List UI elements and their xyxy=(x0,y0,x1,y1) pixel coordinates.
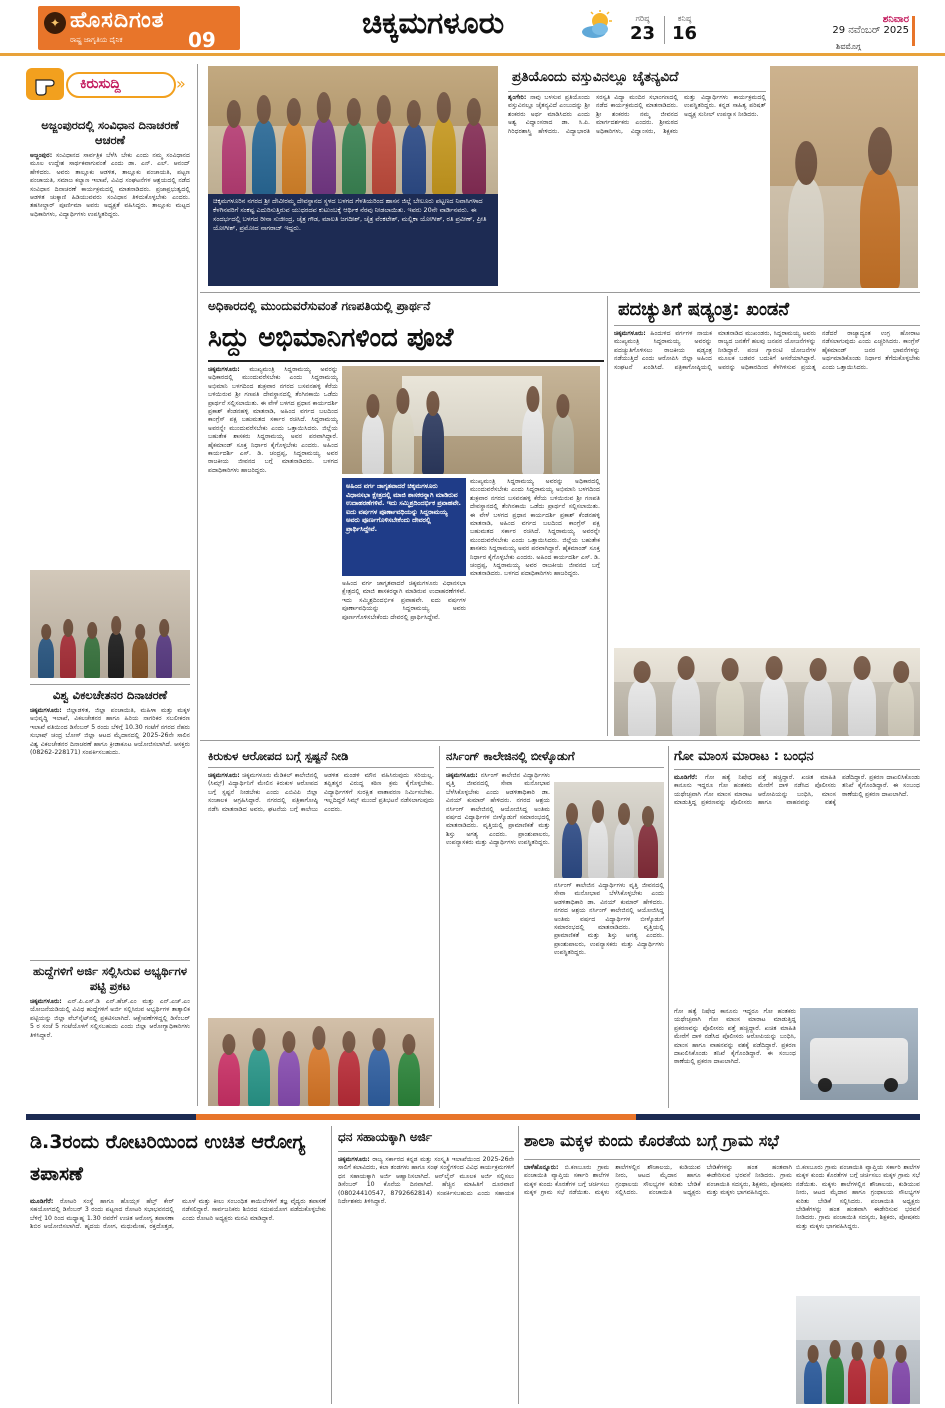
column-divider xyxy=(197,64,198,1106)
lead-paragraph: ಮುಖ್ಯಮಂತ್ರಿ ಸಿದ್ದರಾಮಯ್ಯ ಅವರನ್ನು ಅಧಿಕಾರದಲ್ಲಿ ಮುಂದುವರೆಸಬೇಕು ಎಂದು ಸಿದ್ದರಾಮಯ್ಯ ಅಭಿಮಾನಿ ಬಳಗದಿಂದ ಶುಕ್ರವಾರ ನಗರದ ಬಸವನಹಳ್ಳಿ ಕೆರೆಯ ಬಳಿಯಿರುವ ಶ್ರೀ ಗಣಪತಿ ದೇವಸ್ಥಾನದಲ್ಲಿ ತೆಂಗಿನಕಾಯಿ ಒಡೆದು ಪ್ರಾರ್ಥನೆ ಸಲ್ಲಿಸಲಾಯಿತು. ಈ ವೇಳೆ ಬಳಗದ ಪ್ರಧಾನ ಕಾರ್ಯದರ್ಶಿ ಪ್ರಕಾಶ್ ಕೆಂಡನಹಳ್ಳಿ ಮಾತನಾಡಿ, ಅಹಿಂದ ವರ್ಗದ ಬಲದಿಂದ ಕಾಂಗ್ರೆಸ್ ಪಕ್ಷ ಬಹುಮತದ ಸರ್ಕಾರ ರಚಿಸಿದೆ. ಸಿದ್ದರಾಮಯ್ಯ ಅವರನ್ನೇ ಮುಂದುವರೆಸಬೇಕು ಎಂದು ಒತ್ತಾಯಿಸಿದರು. ಜಿಲ್ಲೆಯ ಬಹುತೇಕ ಶಾಸಕರು ಸಿದ್ದರಾಮಯ್ಯ ಅವರ ಪರವಾಗಿದ್ದಾರೆ. ಹೈಕಮಾಂಡ್ ಸೂಕ್ತ ನಿರ್ಧಾರ ಕೈಗೊಳ್ಳಬೇಕು ಎಂದರು. ಅಹಿಂದ ಕಾರ್ಯದರ್ಶಿ ಎಸ್. ಡಿ. ಚಂದ್ರಪ್ಪ, ಸಿದ್ದರಾಮಯ್ಯ ಅವರ ರಾಜಕೀಯ ಜೀವನದ ಬಗ್ಗೆ ಮಾತನಾಡಿದರು. ಬಳಗದ ಪದಾಧಿಕಾರಿಗಳು ಹಾಜರಿದ್ದರು. xyxy=(208,366,338,474)
section-bar-orange xyxy=(196,1114,636,1120)
school-photo xyxy=(796,1296,920,1404)
column-divider xyxy=(331,1126,332,1404)
nursing-text xyxy=(446,772,550,848)
beef-header xyxy=(674,746,920,770)
nursing-headline: ನರ್ಸಿಂಗ್ ಕಾಲೇಜಿನಲ್ಲಿ ಬೀಳ್ಕೊಡುಗೆ xyxy=(446,749,575,763)
lead-kicker-block xyxy=(208,296,604,318)
beef-dateline: ಮೂಡಿಗೆರೆ: xyxy=(674,774,698,781)
chevron-right-icon: » xyxy=(176,74,186,93)
beef-body-continued xyxy=(674,1008,796,1106)
nursing-header xyxy=(446,746,664,768)
school-body xyxy=(524,1164,792,1404)
brief-1-body xyxy=(30,152,190,219)
clarify-headline: ಕಿರುಕುಳ ಆರೋಪದ ಬಗ್ಗೆ ಸ್ಪಷ್ಟನೆ ನೀಡಿ xyxy=(208,749,349,763)
life-story-photo xyxy=(770,66,918,288)
aid-dateline: ಚಿಕ್ಕಮಗಳೂರು: xyxy=(338,1156,370,1163)
beef-headline: ಗೋ ಮಾಂಸ ಮಾರಾಟ : ಬಂಧನ xyxy=(674,749,814,764)
lead-headline: ಸಿದ್ದು ಅಭಿಮಾನಿಗಳಿಂದ ಪೂಜೆ xyxy=(208,323,454,353)
clarify-text xyxy=(208,772,434,814)
column-divider xyxy=(439,746,440,1108)
max-temp-label: ಗರಿಷ್ಠ xyxy=(635,14,650,23)
lead-quote: ಅಹಿಂದ ವರ್ಗ ಜಾಗೃತವಾದರೆ ಚಿಕ್ಕಮಗಳೂರು ವಿಧಾನಸಭಾ ಕ್ಷೇತ್ರದಲ್ಲಿ ಮಾಜಿ ಶಾಸಕರನ್ನಾಗಿ ಮಾಡಿರುವ ಉದಾಹರಣೆಗಳಿವೆ. ಇದು ಸಮ್ಮಿಶ್ರದಿಂದರ್ಭಿಕ ಪ್ರವಾಹವೇ. ಐದು ವರ್ಷಗಳ ಪೂರ್ಣಾವಧಿಯನ್ನು ಸಿದ್ದರಾಮಯ್ಯ ಅವರು ಪೂರ್ಣಗೊಳಿಸಬೇಕೆಂದು ದೇವರಲ್ಲಿ ಪ್ರಾರ್ಥಿಸಿದ್ದೇವೆ. xyxy=(346,482,461,533)
lead-dateline: ಚಿಕ್ಕಮಗಳೂರು: xyxy=(208,366,240,373)
min-temp-label: ಕನಿಷ್ಠ xyxy=(677,14,692,23)
min-temp-value: 16 xyxy=(672,23,698,44)
column-divider xyxy=(607,296,608,736)
lead-quote-box xyxy=(342,478,466,576)
clarify-photo xyxy=(208,1018,434,1106)
brief-1-photo xyxy=(30,570,190,678)
brand-logo-box xyxy=(38,6,240,50)
donation-group-photo xyxy=(208,66,498,194)
beef-text xyxy=(674,774,920,808)
brand-name: ಹೊಸದಿಗಂತ xyxy=(70,8,165,33)
nursing-body-col1 xyxy=(446,772,550,1106)
nursing-dateline: ಚಿಕ್ಕಮಗಳೂರು: xyxy=(446,772,478,779)
aid-text xyxy=(338,1156,514,1206)
brief-badge xyxy=(26,66,191,102)
conspiracy-header xyxy=(614,296,920,326)
photo-caption: ಚಿಕ್ಕಮಗಳೂರಿನ ನಗರದ ಶ್ರೀ ದೇವೀರಮ್ಮ ದೇವಸ್ಥಾನದ ಸ್ಥಳದ ಬಳಗದ ಗೆಳತಿಯರಿಂದ ಹಾಸನ ಜಿಲ್ಲೆ ಬೇಲೂರು ಪಟ್ಟಣದ ನಿವಾಸಿಗಳಾದ ಕೆಳಗಿನವರಿಗೆ ಸಂಕಷ್ಟ ಎದುರಿಸುತ್ತಿರುವ ಯುಧರದವ ಕುಟುಂಬಕ್ಕೆ ಆರ್ಥಿಕ ನೆರವು ನೀಡಲಾಯಿತು. ಇವರು 20ನೇ ವಾರ್ಡಿನವರು. ಈ ಸಂದರ್ಭದಲ್ಲಿ ಬಳಗದ ರೀನಾ ಸುಜೀಂದ್ರ, ಚೈತ್ರ ಗೌಡ, ಮಾಲತಿ ಜಗದೀಶ್, ಚೈತ್ರ ವೆಂಕಟೇಶ್, ಮಲ್ಲಿಕಾ ಯೋಗೀಶ್, ರತಿ ಪ್ರವೀಣ್, ಪ್ರೀತಿ ಯೋಗೀಶ್, ಪ್ರಮೋದ ನಾಗರಾಜ್ ಇದ್ದರು. xyxy=(208,194,498,286)
brief-2-body xyxy=(30,707,190,757)
health-body xyxy=(30,1198,326,1404)
brief-2-headline: ವಿಶ್ವ ವಿಕಲಚೇತನರ ದಿನಾಚರಣೆ xyxy=(52,688,168,702)
column-divider xyxy=(518,1126,519,1404)
conspiracy-headline: ಪದಚ್ಯುತಿಗೆ ಷಡ್ಯಂತ್ರ: ಖಂಡನೆ xyxy=(618,299,790,320)
beef-photo xyxy=(800,1008,918,1100)
brief-1-text: ಸಂವಿಧಾನದ ಸಾರ್ವತ್ರಿಕ ಬೆಳೆಸಿ ಬೇಕು ಎಂದು ನಮ್ಮ ಸಂವಿಧಾನದ ಮೂಲ ಉದ್ದೇಶ ಸಾರ್ಥಕವಾಗುವಂತೆ ಎಂದು ಡಾ. ಎನ್. ಎಲ್. ಆನಂದ್ ಹೇಳಿದರು. ಅವರು ತಾಲ್ಲೂಕು ಆಡಳಿತ, ತಾಲ್ಲೂಕು ಪಂಚಾಯತಿ, ಪಟ್ಟಣ ಪಂಚಾಯತಿ, ಸಮಾಜ ಕಲ್ಯಾಣ ಇಲಾಖೆ, ವಿವಿಧ ಸಂಘಟನೆಗಳ ಆಶ್ರಯದಲ್ಲಿ ನಡೆದ ಸಂವಿಧಾನ ದಿನಾಚರಣೆ ಕಾರ್ಯಕ್ರಮದಲ್ಲಿ ಮಾತನಾಡಿದರು. ಪ್ರಜಾಪ್ರಭುತ್ವದಲ್ಲಿ ಆಡಳಿತ ಚುಕ್ಕಾಣಿ ಹಿಡಿಯುವವರು ಸಂವಿಧಾನ ತಿಳಿದುಕೊಳ್ಳಬೇಕು ಎಂದರು. ತಹಸೀಲ್ದಾರ್ ಪೂರ್ಣಿಮಾ ಅವರು ಅಧ್ಯಕ್ಷತೆ ವಹಿಸಿದ್ದರು. ತಾಲ್ಲೂಕು ಮಟ್ಟದ ಅಧಿಕಾರಿಗಳು, ವಿದ್ಯಾರ್ಥಿಗಳು ಉಪಸ್ಥಿತರಿದ್ದರು. xyxy=(30,152,190,218)
section-bar-navy xyxy=(26,1114,196,1120)
temp-divider xyxy=(664,16,665,44)
max-temp-block xyxy=(630,14,655,44)
clarify-paragraph: ಚಿಕ್ಕಮಗಳೂರು ಮೆಡಿಕಲ್ ಕಾಲೇಜಿನಲ್ಲಿ (ಸಿಮ್ಸ್) ವಿದ್ಯಾರ್ಥಿನಿಗೆ ಮೇಲಿನ ಕಿರುಕುಳ ಆರೋಪದ ಬಗ್ಗೆ ಸ್ಪಷ್ಟನೆ ನೀಡಬೇಕು ಎಂದು ಎಬಿವಿಪಿ ಜಿಲ್ಲಾ ಸಂಚಾಲಕ ಆಗ್ರಹಿಸಿದ್ದಾರೆ. ನಗರದಲ್ಲಿ ಪತ್ರಿಕಾಗೋಷ್ಠಿ ನಡೆಸಿ ಮಾತನಾಡಿದ ಅವರು, ಘಟನೆಯ ಬಗ್ಗೆ ಕಾಲೇಜು ಆಡಳಿತ ಮಂಡಳಿ ಮೌನ ವಹಿಸಿರುವುದು ಸರಿಯಲ್ಲ. ತಪ್ಪಿತಸ್ಥರ ವಿರುದ್ಧ ಕಠಿಣ ಕ್ರಮ ಕೈಗೊಳ್ಳಬೇಕು. ವಿದ್ಯಾರ್ಥಿಗಳಿಗೆ ಸುರಕ್ಷಿತ ವಾತಾವರಣ ನಿರ್ಮಿಸಬೇಕು. ಇಲ್ಲದಿದ್ದರೆ ಸಿಮ್ಸ್ ಮುಂದೆ ಪ್ರತಿಭಟನೆ ನಡೆಸಲಾಗುವುದು ಎಂದರು. xyxy=(208,772,434,813)
brief-3-body xyxy=(30,998,190,1040)
nursing-paragraph: ನರ್ಸಿಂಗ್ ಕಾಲೇಜಿನ ವಿದ್ಯಾರ್ಥಿಗಳು ವೃತ್ತಿ ಜೀವನದಲ್ಲಿ ಸೇವಾ ಮನೋಭಾವ ಬೆಳೆಸಿಕೊಳ್ಳಬೇಕು ಎಂದು ಆಡಳಿತಾಧಿಕಾರಿ ಡಾ. ವಿನಯ್ ಕುಮಾರ್ ಹೇಳಿದರು. ನಗರದ ಆಶ್ರಯ ನರ್ಸಿಂಗ್ ಕಾಲೇಜಿನಲ್ಲಿ ಆಯೋಜಿಸಿದ್ದ ಅಂತಿಮ ವರ್ಷದ ವಿದ್ಯಾರ್ಥಿಗಳ ಬೀಳ್ಕೊಡುಗೆ ಸಮಾರಂಭದಲ್ಲಿ ಮಾತನಾಡಿದರು. ವೃತ್ತಿಯಲ್ಲಿ ಪ್ರಾಮಾಣಿಕತೆ ಮತ್ತು ಶಿಸ್ತು ಅಗತ್ಯ ಎಂದರು. ಪ್ರಾಂಶುಪಾಲರು, ಉಪನ್ಯಾಸಕರು ಮತ್ತು ವಿದ್ಯಾರ್ಥಿಗಳು ಉಪಸ್ಥಿತರಿದ್ದರು. xyxy=(446,772,550,847)
nursing-photo xyxy=(554,782,664,878)
beef-text-continued: ಗೋ ಹತ್ಯೆ ನಿಷೇಧ ಕಾನೂನು ಇದ್ದರೂ ಗೋ ಹಂತಕರು ಯಥೇಚ್ಛವಾಗಿ ಗೋ ಮಾಂಸ ಮಾರಾಟ ಮಾಡುತ್ತಿದ್ದ ಪ್ರಕರಣವನ್ನು ಪೊಲೀಸರು ಪತ್ತೆ ಹಚ್ಚಿದ್ದಾರೆ. ಖಚಿತ ಮಾಹಿತಿ ಮೇರೆಗೆ ದಾಳಿ ನಡೆಸಿದ ಪೊಲೀಸರು ಆರೋಪಿಯನ್ನು ಬಂಧಿಸಿ, ಮಾಂಸ ಹಾಗೂ ವಾಹನವನ್ನು ವಶಕ್ಕೆ ಪಡೆದಿದ್ದಾರೆ. ಪ್ರಕರಣ ದಾಖಲಿಸಿಕೊಂಡು ತನಿಖೆ ಕೈಗೊಂಡಿದ್ದಾರೆ. ಈ ಸಂಬಂಧ ಠಾಣೆಯಲ್ಲಿ ಪ್ರಕರಣ ದಾಖಲಾಗಿದೆ. xyxy=(674,1008,796,1066)
page-number: 09 xyxy=(188,28,216,52)
brief-badge-label: ಕಿರುಸುದ್ದಿ xyxy=(80,76,121,92)
aid-body xyxy=(338,1156,514,1404)
brand-tagline: ರಾಷ್ಟ್ರ ಜಾಗೃತಿಯ ದೈನಿಕ xyxy=(70,36,123,44)
lead-body-col2 xyxy=(342,580,466,734)
clarify-body xyxy=(208,772,434,1014)
lead-body-col1 xyxy=(208,366,338,734)
brief-story-3 xyxy=(30,964,190,1106)
lead-text-2: ಅಹಿಂದ ವರ್ಗ ಜಾಗೃತವಾದರೆ ಚಿಕ್ಕಮಗಳೂರು ವಿಧಾನಸಭಾ ಕ್ಷೇತ್ರದಲ್ಲಿ ಮಾಜಿ ಶಾಸಕರನ್ನಾಗಿ ಮಾಡಿರುವ ಉದಾಹರಣೆಗಳಿವೆ. ಇದು ಸಮ್ಮಿಶ್ರದಿಂದರ್ಭಿಕ ಪ್ರವಾಹವೇ. ಐದು ವರ್ಷಗಳ ಪೂರ್ಣಾವಧಿಯನ್ನು ಸಿದ್ದರಾಮಯ್ಯ ಅವರು ಪೂರ್ಣಗೊಳಿಸಬೇಕೆಂದು ದೇವರಲ್ಲಿ ಪ್ರಾರ್ಥಿಸಿದ್ದೇವೆ. xyxy=(342,580,466,621)
brief-3-text: ಎನ್.ಪಿ.ಎಸ್.ಡಿ ಎನ್.ಹೆಚ್.ಎಂ ಮತ್ತು ಎನ್.ಎಚ್.ಎಂ ಯೋಜನೆಯಡಿಯಲ್ಲಿ ವಿವಿಧ ಹುದ್ದೆಗಳಿಗೆ ಅರ್ಜಿ ಸಲ್ಲಿಸಿರುವ ಅಭ್ಯರ್ಥಿಗಳ ತಾತ್ಕಾಲಿಕ ಪಟ್ಟಿಯನ್ನು ಜಿಲ್ಲಾ ವೆಬ್‌ಸೈಟ್‌ನಲ್ಲಿ ಪ್ರಕಟಿಸಲಾಗಿದೆ. ಆಕ್ಷೇಪಣೆಗಳಿದ್ದಲ್ಲಿ ಡಿಸೆಂಬರ್ 5 ರ ಸಂಜೆ 5 ಗಂಟೆಯೊಳಗೆ ಸಲ್ಲಿಸಬಹುದು ಎಂದು ಜಿಲ್ಲಾ ಆರೋಗ್ಯಾಧಿಕಾರಿಗಳು ತಿಳಿಸಿದ್ದಾರೆ. xyxy=(30,998,190,1039)
nursing-body-col2 xyxy=(554,882,664,1106)
brief-1-headline: ಅಜ್ಜಂಪುರದಲ್ಲಿ ಸಂವಿಧಾನ ದಿನಾಚರಣೆ ಆಚರಣೆ xyxy=(41,118,179,147)
divider xyxy=(200,740,920,741)
page-title: ಚಿಕ್ಕಮಗಳೂರು xyxy=(362,6,505,41)
clarify-dateline: ಚಿಕ್ಕಮಗಳೂರು: xyxy=(208,772,240,779)
school-text-continued: ಬಿ.ಕಣಬೂರು ಗ್ರಾಮ ಪಂಚಾಯಿತಿ ವ್ಯಾಪ್ತಿಯ ಸರ್ಕಾರಿ ಶಾಲೆಗಳ ಮಕ್ಕಳ ಕುಂದು ಕೊರತೆಗಳ ಬಗ್ಗೆ ಚರ್ಚಿಸಲು ಮಕ್ಕಳ ಗ್ರಾಮ ಸಭೆ ನಡೆಯಿತು. ಮಕ್ಕಳು ಶಾಲೆಗಳಲ್ಲಿನ ಶೌಚಾಲಯ, ಕುಡಿಯುವ ನೀರು, ಆಟದ ಮೈದಾನ ಹಾಗೂ ಗ್ರಂಥಾಲಯ ಸೌಲಭ್ಯಗಳ ಕುರಿತು ಬೇಡಿಕೆ ಸಲ್ಲಿಸಿದರು. ಪಂಚಾಯಿತಿ ಅಧ್ಯಕ್ಷರು ಬೇಡಿಕೆಗಳನ್ನು ಹಂತ ಹಂತವಾಗಿ ಈಡೇರಿಸುವ ಭರವಸೆ ನೀಡಿದರು. ಗ್ರಾಮ ಪಂಚಾಯಿತಿ ಸದಸ್ಯರು, ಶಿಕ್ಷಕರು, ಪೋಷಕರು ಮತ್ತು ಮಕ್ಕಳು ಭಾಗವಹಿಸಿದ್ದರು. xyxy=(796,1164,920,1230)
divider xyxy=(30,960,190,961)
school-headline: ಶಾಲಾ ಮಕ್ಕಳ ಕುಂದು ಕೊರತೆಯ ಬಗ್ಗೆ ಗ್ರಾಮ ಸಭೆ xyxy=(524,1131,779,1150)
brand-emblem-icon: ✦ xyxy=(44,12,66,34)
health-header xyxy=(30,1126,326,1196)
lead-text-continued: ಮುಖ್ಯಮಂತ್ರಿ ಸಿದ್ದರಾಮಯ್ಯ ಅವರನ್ನು ಅಧಿಕಾರದಲ್ಲಿ ಮುಂದುವರೆಸಬೇಕು ಎಂದು ಸಿದ್ದರಾಮಯ್ಯ ಅಭಿಮಾನಿ ಬಳಗದಿಂದ ಶುಕ್ರವಾರ ನಗರದ ಬಸವನಹಳ್ಳಿ ಕೆರೆಯ ಬಳಿಯಿರುವ ಶ್ರೀ ಗಣಪತಿ ದೇವಸ್ಥಾನದಲ್ಲಿ ತೆಂಗಿನಕಾಯಿ ಒಡೆದು ಪ್ರಾರ್ಥನೆ ಸಲ್ಲಿಸಲಾಯಿತು. ಈ ವೇಳೆ ಬಳಗದ ಪ್ರಧಾನ ಕಾರ್ಯದರ್ಶಿ ಪ್ರಕಾಶ್ ಕೆಂಡನಹಳ್ಳಿ ಮಾತನಾಡಿ, ಅಹಿಂದ ವರ್ಗದ ಬಲದಿಂದ ಕಾಂಗ್ರೆಸ್ ಪಕ್ಷ ಬಹುಮತದ ಸರ್ಕಾರ ರಚಿಸಿದೆ. ಸಿದ್ದರಾಮಯ್ಯ ಅವರನ್ನೇ ಮುಂದುವರೆಸಬೇಕು ಎಂದು ಒತ್ತಾಯಿಸಿದರು. ಜಿಲ್ಲೆಯ ಬಹುತೇಕ ಶಾಸಕರು ಸಿದ್ದರಾಮಯ್ಯ ಅವರ ಪರವಾಗಿದ್ದಾರೆ. ಹೈಕಮಾಂಡ್ ಸೂಕ್ತ ನಿರ್ಧಾರ ಕೈಗೊಳ್ಳಬೇಕು ಎಂದರು. ಅಹಿಂದ ಕಾರ್ಯದರ್ಶಿ ಎಸ್. ಡಿ. ಚಂದ್ರಪ್ಪ, ಸಿದ್ದರಾಮಯ್ಯ ಅವರ ರಾಜಕೀಯ ಜೀವನದ ಬಗ್ಗೆ ಮಾತನಾಡಿದರು. ಬಳಗದ ಪದಾಧಿಕಾರಿಗಳು ಹಾಜರಿದ್ದರು. xyxy=(470,478,600,578)
clarify-header xyxy=(208,746,434,768)
life-story-header xyxy=(508,66,766,92)
lead-kicker: ಅಧಿಕಾರದಲ್ಲಿ ಮುಂದುವರೆಸುವಂತೆ ಗಣಪತಿಯಲ್ಲಿ ಪ್ರಾರ್ಥನೆ xyxy=(208,299,431,313)
brief-3-dateline: ಚಿಕ್ಕಮಗಳೂರು: xyxy=(30,998,62,1005)
school-header xyxy=(524,1126,920,1160)
masthead xyxy=(0,0,945,56)
aid-paragraph: ರಾಜ್ಯ ಸರ್ಕಾರದ ಕನ್ನಡ ಮತ್ತು ಸಂಸ್ಕೃತಿ ಇಲಾಖೆಯಿಂದ 2025-26ನೇ ಸಾಲಿಗೆ ಕಲಾವಿದರು, ಕಲಾ ತಂಡಗಳು ಹಾಗೂ ಸಂಘ ಸಂಸ್ಥೆಗಳಿಂದ ವಿವಿಧ ಕಾರ್ಯಕ್ರಮಗಳಿಗೆ ಧನ ಸಹಾಯಕ್ಕಾಗಿ ಅರ್ಜಿ ಆಹ್ವಾನಿಸಲಾಗಿದೆ. ಆನ್‌ಲೈನ್ ಮೂಲಕ ಅರ್ಜಿ ಸಲ್ಲಿಸಲು ಡಿಸೆಂಬರ್ 10 ಕೊನೆಯ ದಿನವಾಗಿದೆ. ಹೆಚ್ಚಿನ ಮಾಹಿತಿಗೆ ದೂರವಾಣಿ (08024410547, 8792662814) ಸಂಪರ್ಕಿಸಬಹುದು ಎಂದು ಸಹಾಯಕ ನಿರ್ದೇಶಕರು ತಿಳಿಸಿದ್ದಾರೆ. xyxy=(338,1156,514,1206)
column-divider xyxy=(668,746,669,1108)
edition-name: ಶಿವಮೊಗ್ಗ xyxy=(836,42,861,51)
school-dateline: ಬಾಳೆಹೊನ್ನೂರು: xyxy=(524,1164,559,1171)
health-paragraph: ರೋಟರಿ ಸಂಸ್ಥೆ ಹಾಗೂ ಹೊಯ್ಸಳ ಹೆಲ್ತ್ ಕೇರ್ ಸಹಯೋಗದಲ್ಲಿ ಡಿಸೆಂಬರ್ 3 ರಂದು ಪಟ್ಟಣದ ರೋಟರಿ ಸಭಾಭವನದಲ್ಲಿ ಬೆಳಿಗ್ಗೆ 10 ರಿಂದ ಮಧ್ಯಾಹ್ನ 1.30 ರವರೆಗೆ ಉಚಿತ ಆರೋಗ್ಯ ತಪಾಸಣಾ ಶಿಬಿರ ಆಯೋಜಿಸಲಾಗಿದೆ. ಹೃದಯ ರೋಗ, ಮಧುಮೇಹ, ರಕ್ತದೊತ್ತಡ, ಮೂಳೆ ಮತ್ತು ಕೀಲು ಸಂಬಂಧಿತ ಕಾಯಿಲೆಗಳಿಗೆ ತಜ್ಞ ವೈದ್ಯರು ತಪಾಸಣೆ ನಡೆಸಲಿದ್ದಾರೆ. ಸಾರ್ವಜನಿಕರು ಶಿಬಿರದ ಸದುಪಯೋಗ ಪಡೆದುಕೊಳ್ಳಬೇಕು ಎಂದು ರೋಟರಿ ಅಧ್ಯಕ್ಷರು ಮನವಿ ಮಾಡಿದ್ದಾರೆ. xyxy=(30,1198,326,1231)
brief-2-dateline: ಚಿಕ್ಕಮಗಳೂರು: xyxy=(30,707,62,714)
life-story-headline: ಪ್ರತಿಯೊಂದು ವಸ್ತುವಿನಲ್ಲೂ ಚೈತನ್ಯವಿದೆ xyxy=(512,69,679,85)
lead-body-col3 xyxy=(470,478,600,734)
weekday: ಶನಿವಾರ xyxy=(882,14,909,25)
conspiracy-body xyxy=(614,330,920,646)
brief-1-dateline: ಅಜ್ಜಂಪುರ: xyxy=(30,152,53,159)
health-text xyxy=(30,1198,326,1232)
life-story-dateline: ಶೃಂಗೇರಿ: xyxy=(508,94,527,101)
school-paragraph: ಬಿ.ಕಣಬೂರು ಗ್ರಾಮ ಪಂಚಾಯಿತಿ ವ್ಯಾಪ್ತಿಯ ಸರ್ಕಾರಿ ಶಾಲೆಗಳ ಮಕ್ಕಳ ಕುಂದು ಕೊರತೆಗಳ ಬಗ್ಗೆ ಚರ್ಚಿಸಲು ಮಕ್ಕಳ ಗ್ರಾಮ ಸಭೆ ನಡೆಯಿತು. ಮಕ್ಕಳು ಶಾಲೆಗಳಲ್ಲಿನ ಶೌಚಾಲಯ, ಕುಡಿಯುವ ನೀರು, ಆಟದ ಮೈದಾನ ಹಾಗೂ ಗ್ರಂಥಾಲಯ ಸೌಲಭ್ಯಗಳ ಕುರಿತು ಬೇಡಿಕೆ ಸಲ್ಲಿಸಿದರು. ಪಂಚಾಯಿತಿ ಅಧ್ಯಕ್ಷರು ಬೇಡಿಕೆಗಳನ್ನು ಹಂತ ಹಂತವಾಗಿ ಈಡೇರಿಸುವ ಭರವಸೆ ನೀಡಿದರು. ಗ್ರಾಮ ಪಂಚಾಯಿತಿ ಸದಸ್ಯರು, ಶಿಕ್ಷಕರು, ಪೋಷಕರು ಮತ್ತು ಮಕ್ಕಳು ಭಾಗವಹಿಸಿದ್ದರು. xyxy=(524,1164,792,1197)
issue-date: 29 ನವೆಂಬರ್ 2025 xyxy=(832,25,909,36)
lead-photo xyxy=(342,366,600,474)
section-bar-navy xyxy=(636,1114,920,1120)
masthead-accent-bar xyxy=(912,16,915,46)
beef-paragraph: ಗೋ ಹತ್ಯೆ ನಿಷೇಧ ಕಾನೂನು ಇದ್ದರೂ ಗೋ ಹಂತಕರು ಯಥೇಚ್ಛವಾಗಿ ಗೋ ಮಾಂಸ ಮಾರಾಟ ಮಾಡುತ್ತಿದ್ದ ಪ್ರಕರಣವನ್ನು ಪೊಲೀಸರು ಪತ್ತೆ ಹಚ್ಚಿದ್ದಾರೆ. ಖಚಿತ ಮಾಹಿತಿ ಮೇರೆಗೆ ದಾಳಿ ನಡೆಸಿದ ಪೊಲೀಸರು ಆರೋಪಿಯನ್ನು ಬಂಧಿಸಿ, ಮಾಂಸ ಹಾಗೂ ವಾಹನವನ್ನು ವಶಕ್ಕೆ ಪಡೆದಿದ್ದಾರೆ. ಪ್ರಕರಣ ದಾಖಲಿಸಿಕೊಂಡು ತನಿಖೆ ಕೈಗೊಂಡಿದ್ದಾರೆ. ಈ ಸಂಬಂಧ ಠಾಣೆಯಲ್ಲಿ ಪ್ರಕರಣ ದಾಖಲಾಗಿದೆ. xyxy=(674,774,920,807)
life-story-paragraph: ನಾವು ಬಳಸುವ ಪ್ರತಿಯೊಂದು ವಸ್ತುವಿನಲ್ಲೂ ಚೈತನ್ಯವಿದೆ ಎಂಬುದನ್ನು ಶ್ರೀ ಶಂಕರರು ಅರ್ಥ ಮಾಡಿಸಿದರು ಎಂದು ಅಶ್ವ ವಿದ್ವಾಂಸರಾದ ಡಾ. ಸಿ.ಪಿ. ಗಿರಿಧರಶಾಸ್ತ್ರಿ ಹೇಳಿದರು. ವಿದ್ಯಾಭಾರತಿ ಸರಸ್ವತಿ ವಿದ್ಯಾ ಮಂದಿರ ಸಭಾಂಗಣದಲ್ಲಿ ನಡೆದ ಕಾರ್ಯಕ್ರಮದಲ್ಲಿ ಮಾತನಾಡಿದರು. ಶ್ರೀ ಶಂಕರರು ನಮ್ಮ ಜೀವನದ ಮಾರ್ಗದರ್ಶಕರು ಎಂದರು. ಶ್ರೀಮಠದ ಅಧಿಕಾರಿಗಳು, ವಿದ್ವಾಂಸರು, ಶಿಕ್ಷಕರು ಮತ್ತು ವಿದ್ಯಾರ್ಥಿಗಳು ಕಾರ್ಯಕ್ರಮದಲ್ಲಿ ಉಪಸ್ಥಿತರಿದ್ದರು. ಕನ್ನಡ ಸಾಹಿತ್ಯ ಪರಿಷತ್ ಅಧ್ಯಕ್ಷ ಸುನೀಲ್ ಉಪನ್ಯಾಸ ನೀಡಿದರು. xyxy=(508,94,766,135)
life-story-text xyxy=(508,94,766,136)
school-text xyxy=(524,1164,792,1198)
health-headline: ಡಿ.3ರಂದು ರೋಟರಿಯಿಂದ ಉಚಿತ ಆರೋಗ್ಯ ತಪಾಸಣೆ xyxy=(30,1131,306,1185)
date-block xyxy=(805,14,909,36)
life-story-body xyxy=(508,94,766,290)
lead-text-1 xyxy=(208,366,338,475)
weather-sun-cloud-icon xyxy=(580,10,614,40)
beef-body xyxy=(674,774,920,1004)
aid-header xyxy=(338,1126,514,1152)
conspiracy-paragraph: ಹಿಂದುಳಿದ ವರ್ಗಗಳ ನಾಯಕ ಮುಖ್ಯಮಂತ್ರಿ ಸಿದ್ದರಾಮಯ್ಯ ಅವರನ್ನು ಪದಚ್ಯುತಿಗೊಳಿಸಲು ರಾಜಕೀಯ ಷಡ್ಯಂತ್ರ ನಡೆಯುತ್ತಿದೆ ಎಂದು ಆರೋಪಿಸಿ ಜಿಲ್ಲಾ ಅಹಿಂದ ಸಂಘಟನೆ ಖಂಡಿಸಿದೆ. ಪತ್ರಿಕಾಗೋಷ್ಠಿಯಲ್ಲಿ ಮಾತನಾಡಿದ ಮುಖಂಡರು, ಸಿದ್ದರಾಮಯ್ಯ ಅವರು ರಾಜ್ಯದ ಜನತೆಗೆ ಹಲವು ಜನಪರ ಯೋಜನೆಗಳನ್ನು ನೀಡಿದ್ದಾರೆ. ಪಂಚ ಗ್ಯಾರಂಟಿ ಯೋಜನೆಗಳ ಮೂಲಕ ಬಡವರ ಬದುಕಿಗೆ ಆಸರೆಯಾಗಿದ್ದಾರೆ. ಅವರನ್ನು ಅಧಿಕಾರದಿಂದ ಕೆಳಗಿಳಿಸುವ ಪ್ರಯತ್ನ ನಡೆದರೆ ರಾಜ್ಯಾದ್ಯಂತ ಉಗ್ರ ಹೋರಾಟ ನಡೆಸಲಾಗುವುದು ಎಂದು ಎಚ್ಚರಿಸಿದರು. ಕಾಂಗ್ರೆಸ್ ಹೈಕಮಾಂಡ್ ಜನರ ಭಾವನೆಗಳನ್ನು ಅರ್ಥಮಾಡಿಕೊಂಡು ನಿರ್ಧಾರ ತೆಗೆದುಕೊಳ್ಳಬೇಕು ಎಂದು ಒತ್ತಾಯಿಸಿದರು. xyxy=(614,330,920,371)
brief-3-headline: ಹುದ್ದೆಗಳಿಗೆ ಅರ್ಜಿ ಸಲ್ಲಿಸಿರುವ ಅಭ್ಯರ್ಥಿಗಳ ಪಟ್ಟಿ ಪ್ರಕಟ xyxy=(33,964,187,993)
hand-point-icon xyxy=(26,68,64,100)
lead-headline-block xyxy=(208,318,604,362)
brief-story-2 xyxy=(30,688,190,958)
max-temp-value: 23 xyxy=(630,23,656,44)
divider xyxy=(200,292,920,293)
health-dateline: ಮೂಡಿಗೆರೆ: xyxy=(30,1198,54,1205)
conspiracy-photo xyxy=(614,648,920,736)
brief-story-1 xyxy=(30,118,190,568)
nursing-text-continued: ನರ್ಸಿಂಗ್ ಕಾಲೇಜಿನ ವಿದ್ಯಾರ್ಥಿಗಳು ವೃತ್ತಿ ಜೀವನದಲ್ಲಿ ಸೇವಾ ಮನೋಭಾವ ಬೆಳೆಸಿಕೊಳ್ಳಬೇಕು ಎಂದು ಆಡಳಿತಾಧಿಕಾರಿ ಡಾ. ವಿನಯ್ ಕುಮಾರ್ ಹೇಳಿದರು. ನಗರದ ಆಶ್ರಯ ನರ್ಸಿಂಗ್ ಕಾಲೇಜಿನಲ್ಲಿ ಆಯೋಜಿಸಿದ್ದ ಅಂತಿಮ ವರ್ಷದ ವಿದ್ಯಾರ್ಥಿಗಳ ಬೀಳ್ಕೊಡುಗೆ ಸಮಾರಂಭದಲ್ಲಿ ಮಾತನಾಡಿದರು. ವೃತ್ತಿಯಲ್ಲಿ ಪ್ರಾಮಾಣಿಕತೆ ಮತ್ತು ಶಿಸ್ತು ಅಗತ್ಯ ಎಂದರು. ಪ್ರಾಂಶುಪಾಲರು, ಉಪನ್ಯಾಸಕರು ಮತ್ತು ವಿದ್ಯಾರ್ಥಿಗಳು ಉಪಸ್ಥಿತರಿದ್ದರು. xyxy=(554,882,664,957)
school-body-right xyxy=(796,1164,920,1294)
aid-headline: ಧನ ಸಹಾಯಕ್ಕಾಗಿ ಅರ್ಜಿ xyxy=(338,1130,433,1144)
conspiracy-dateline: ಚಿಕ್ಕಮಗಳೂರು: xyxy=(614,330,646,337)
brief-2-text: ಜಿಲ್ಲಾಡಳಿತ, ಜಿಲ್ಲಾ ಪಂಚಾಯಿತಿ, ಮಹಿಳಾ ಮತ್ತು ಮಕ್ಕಳ ಅಭಿವೃದ್ಧಿ ಇಲಾಖೆ, ವಿಕಲಚೇತನರ ಹಾಗೂ ಹಿರಿಯ ನಾಗರಿಕರ ಸಬಲೀಕರಣ ಇಲಾಖೆ ವತಿಯಿಂದ ಡಿಸೆಂಬರ್ 5 ರಂದು ಬೆಳಿಗ್ಗೆ 10.30 ಗಂಟೆಗೆ ನಗರದ ನೆಹರು ಸುಭಾಷ್ ಚಂದ್ರ ಬೋಸ್ ಜಿಲ್ಲಾ ಆಟದ ಮೈದಾನದಲ್ಲಿ 2025-26ನೇ ಸಾಲಿನ ವಿಶ್ವ ವಿಕಲಚೇತನರ ದಿನಾಚರಣೆ ಹಾಗೂ ಕ್ರೀಡಾಕೂಟ ಆಯೋಜಿಸಲಾಗಿದೆ. ಆಸಕ್ತರು (08262-228171) ಸಂಪರ್ಕಿಸಬಹುದು. xyxy=(30,707,190,757)
divider xyxy=(30,684,190,685)
min-temp-block xyxy=(672,14,697,44)
conspiracy-text xyxy=(614,330,920,372)
